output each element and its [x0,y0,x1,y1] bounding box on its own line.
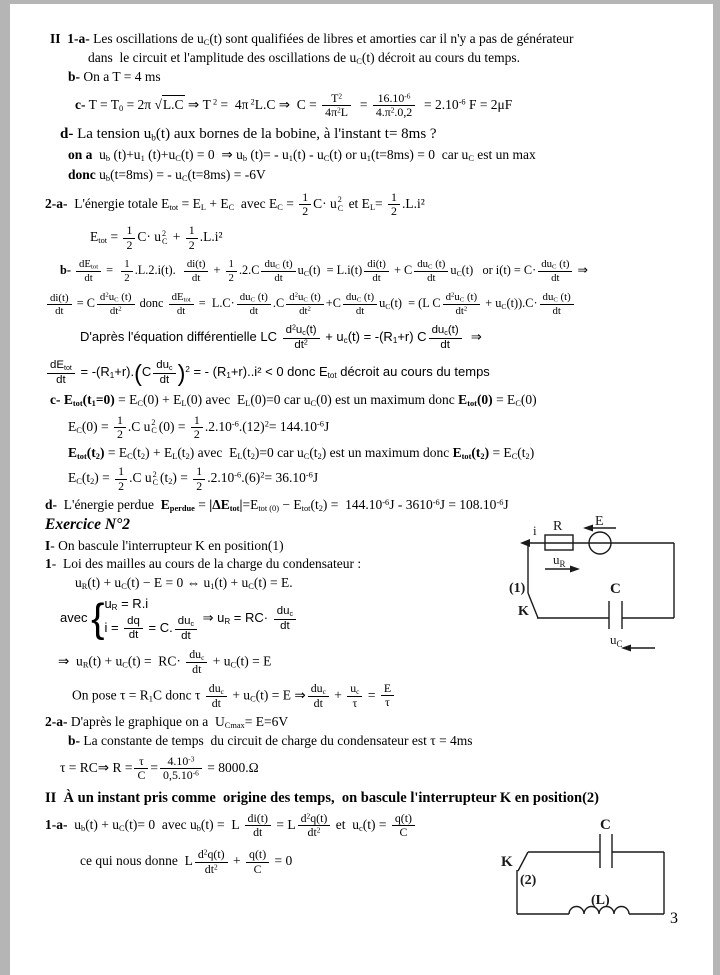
text-line-10: b- $dE_{tot}$ dt = $\frac{1}{2}$ .L.2.i(t). $\frac{di(t)}{dt}$ + $\frac{1}{2}$ .2.C $du_C$ (t) dt $u_C(t) = L.i(t)$ $\frac{di(t)}{dt}$ + C $du_C$ (t) dt $u_C(t)$ or i(t) = C· $du_C$ (t) dt ⇒ [60,257,588,285]
label-uR: $u_R$ [553,552,566,570]
text-line-5: d- La tension $u_b(t)$ aux bornes de la bobine, à l'instant t= 8ms ? [60,125,437,143]
circuit-figure-rc-charge [507,515,687,662]
text-line-13: $dE_{tot}$ dt = $-(R_1+r).(C$ $du_c$ dt )$^2$ = - $(R_1+r)..i^2 < 0$ donc $E_{tot}$ décroit au cours du temps [45,359,691,387]
text-line-25: ⇒ $u_R(t) + u_C(t) = RC\cdot$ $du_c$ dt + $u_C(t) = E$ [58,647,272,677]
circuit-1-wires [520,525,674,652]
text-line-18: d- L'énergie perdue $E_{perdue} = |\Delta E_{tot}|=E_{tot (0)} - E_{tot}(t_2) = 144.10^{-6}J - 3610^{-6}J = 108.10^{-6}J$ [45,496,509,513]
text-line-7: donc $u_b(t=8ms)$ = - $u_C(t=8ms) = -6V$ [68,166,266,183]
circuit-figure-lc [497,814,677,931]
label-current-i: i [533,523,537,539]
page-number: 3 [670,910,678,927]
label-capacitor-C: C [610,581,621,598]
emf-arrow-icon [583,525,593,532]
label-uC: $u_C$ [610,632,623,650]
text-line-9: $E_{tot}$ = $\frac{1}{2}$ C· u 2 C + $\frac{1}{2}$ .L.i² [90,223,223,252]
circuit-2-svg [497,814,677,926]
text-line-29: τ = RC⇒ R = $\frac{\tau}{C}$ = $\frac{4.10^{-3}}{0,5.10^{-6}}$ = 8000.Ω [60,754,259,783]
text-line-4: c- $T = T_0 = 2\pi$ √L.C ⇒ T $^2$ = 4π $^2$L.C ⇒ C = $\frac{T^2}{4\pi^2L}$ = $\frac{16.10^{-6}}{4.\pi^2.0,2}$ = $2.10^{-6}$ F = 2μF [75,91,513,120]
section-II-heading: II À un instant pris comme origine des temps, on bascule l'interrupteur K en position(2) [45,789,599,806]
text-line-1: II 1-a- Les oscillations de $u_C(t)$ sont qualifiées de libres et amorties car il n'y a pas de générateur [50,31,574,48]
text-line-33: ce qui nous donne L $\frac{d^2q(t)}{dt^2}$ + $\frac{q(t)}{C}$ = 0 [80,847,293,876]
text-line-22: 1- Loi des mailles au cours de la charge du condensateur : [45,556,362,572]
text-line-17: $E_C(t_2)$ = $\frac{1}{2}$ .C u 2 C $(t_2)$ = $\frac{1}{2}$ $.2.10^{-6}.(6)^2= 36.10^{-6}J$ [68,464,319,493]
text-line-28: b- La constante de temps du circuit de charge du condensateur est τ = 4ms [68,733,473,749]
text-line-11: $\frac{di(t)}{dt}$ = C $\frac{d^2u_C (t)}{dt^2}$ donc $dE_{tot}$ dt = L.C· $du_C$ (t) dt .C $\frac{d^2u_C (t)}{dt^2}$ +C $du_C$ (t) dt $u_C(t) = (L$ C $\frac{d^2u_C (t)}{dt^2}$ + $u_C(t)).C\cdot$ $du_C$ (t) dt [45,291,691,317]
text-line-24: avec { $u_R = R.i$ i = $\frac{dq}{dt}$ = C. $du_c$ dt ⇒ $u_R = RC\cdot$ $du_c$ dt [60,594,691,643]
circuit-1-svg [507,515,687,657]
text-line-14: c- $E_{tot}(t_1=0) = E_C(0) + E_L(0)$ avec $E_L(0)=0$ car $u_C(0)$ est un maximum donc $E_{tot}(0) = E_C(0)$ [50,392,537,409]
text-line-32: 1-a- $u_b(t) + u_C(t)= 0$ avec $u_b(t) = L$ $\frac{di(t)}{dt}$ = L $\frac{d^2q(t)}{dt^2}$ et $u_c(t)$ = $\frac{q(t)}{C}$ [45,812,691,840]
text-line-23: $u_R(t) + u_C(t) - E = 0$ ⇔ $u_1(t) + u_C(t) = E$. [75,575,293,592]
text-line-15: $E_C(0)$ = $\frac{1}{2}$ .C u 2 C (0) = $\frac{1}{2}$ $.2.10^{-6}.(12)^2= 144.10^{-6}J$ [68,412,330,441]
exercice-2-title: Exercice N°2 [45,516,130,534]
label-capacitor-C: C [600,816,611,833]
ur-arrow-icon [570,566,580,573]
document-page [10,4,713,975]
label-inductor-L: (L) [591,892,610,908]
label-resistor-R: R [553,519,563,535]
text-line-2: dans le circuit et l'amplitude des oscillations de $u_C(t)$ décroit au cours du temps. [88,50,521,67]
text-line-27: 2-a- D'après le graphique on a $U_{Cmax}= E=6V$ [45,714,289,731]
text-line-6: on a $u_b$ $(t)+u_1$ $(t)+u_C(t) = 0$ ⇒ $u_b$ $(t)= - u_1(t) - u_C(t)$ or $u_1(t=8ms) = 0$ car $u_C$ est un max [68,147,536,164]
text-line-3: b- On a T = 4 ms [68,69,161,85]
label-emf-E: E [595,515,604,530]
text-line-26: On pose $\tau = R_1C$ donc τ $du_c$ dt + $u_C(t) = E$ ⇒ $du_c$ dt + $\frac{u_c}{\tau}$ = $\frac{E}{\tau}$ [72,682,691,710]
text-line-16: $E_{tot}(t_2) = E_C(t_2) + E_L(t_2)$ avec $E_L(t_2)=0$ car $u_C(t_2)$ est un maximum donc $E_{tot}(t_2) = E_C(t_2)$ [68,445,535,462]
label-switch-K: K [518,604,529,620]
document-content [10,4,713,908]
label-position-1: (1) [509,581,526,597]
text-line-8: 2-a- L'énergie totale $E_{tot} = E_L + E_C$ avec $E_C$ = $\frac{1}{2}$ C· u 2 C et $E_L=$ $\frac{1}{2}$ .L.i² [45,189,425,218]
text-line-12: D'après l'équation différentielle LC $\frac{d^2u_c(t)}{dt^2}$ + $u_c(t) = -(R_1+r)$ C $du_c(t)$ dt ⇒ [80,323,482,352]
label-position-2: (2) [520,872,537,888]
label-switch-K: K [501,853,513,870]
text-line-21: I- On bascule l'interrupteur K en position(1) [45,537,284,553]
